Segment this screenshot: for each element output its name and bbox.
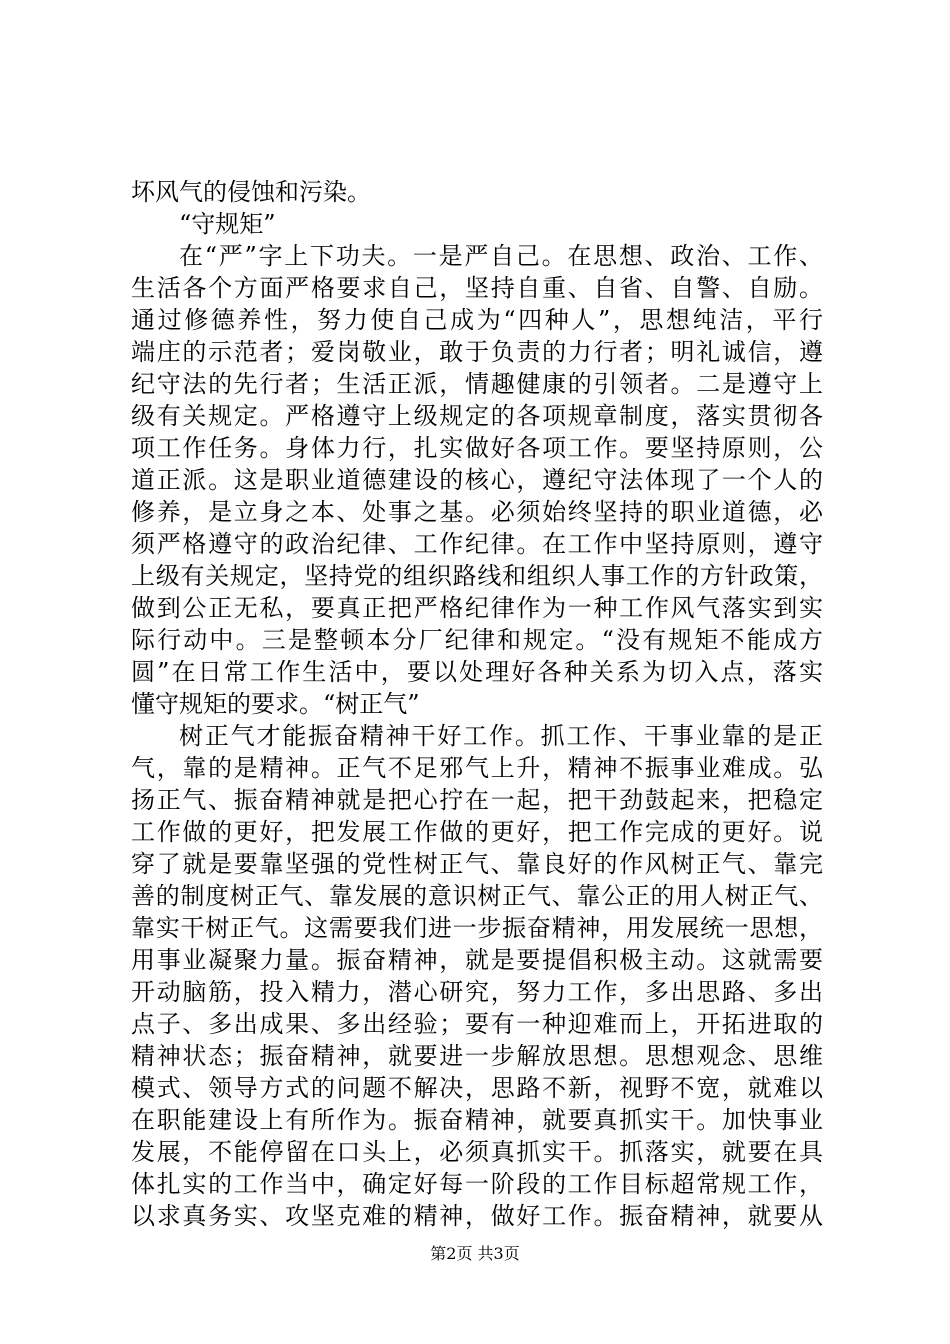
text-line: 工作做的更好，把发展工作做的更好，把工作完成的更好。说 bbox=[131, 818, 823, 846]
text-line: 在“严”字上下功夫。一是严自己。在思想、政治、工作、 bbox=[179, 242, 823, 270]
text-line: 精神状态；振奋精神，就要进一步解放思想。思想观念、思维 bbox=[131, 1042, 823, 1070]
page-number-footer: 第2页 共3页 bbox=[430, 1244, 520, 1263]
section-heading-shou-gui-ju: “守规矩” bbox=[179, 210, 276, 238]
text-line: 圆”在日常工作生活中，要以处理好各种关系为切入点，落实 bbox=[131, 658, 823, 686]
text-line: 气，靠的是精神。正气不足邪气上升，精神不振事业难成。弘 bbox=[131, 754, 823, 782]
text-line: 靠实干树正气。这需要我们进一步振奋精神，用发展统一思想， bbox=[131, 914, 823, 942]
text-line: 善的制度树正气、靠发展的意识树正气、靠公正的用人树正气、 bbox=[131, 882, 823, 910]
text-line: 生活各个方面严格要求自己，坚持自重、自省、自警、自励。 bbox=[131, 274, 823, 302]
text-line: 扬正气、振奋精神就是把心拧在一起，把干劲鼓起来，把稳定 bbox=[131, 786, 823, 814]
text-line: 懂守规矩的要求。“树正气” bbox=[131, 690, 420, 718]
text-line: 体扎实的工作当中，确定好每一阶段的工作目标超常规工作， bbox=[131, 1170, 823, 1198]
text-line: 穿了就是要靠坚强的党性树正气、靠良好的作风树正气、靠完 bbox=[131, 850, 823, 878]
text-line: 发展，不能停留在口头上，必须真抓实干。抓落实，就要在具 bbox=[131, 1138, 823, 1166]
text-line: 模式、领导方式的问题不解决，思路不新，视野不宽，就难以 bbox=[131, 1074, 823, 1102]
text-line: 项工作任务。身体力行，扎实做好各项工作。要坚持原则，公 bbox=[131, 434, 823, 462]
text-line: 开动脑筋，投入精力，潜心研究，努力工作，多出思路、多出 bbox=[131, 978, 823, 1006]
text-line: 级有关规定。严格遵守上级规定的各项规章制度，落实贯彻各 bbox=[131, 402, 823, 430]
text-line: 以求真务实、攻坚克难的精神，做好工作。振奋精神，就要从 bbox=[131, 1202, 823, 1230]
text-line: 道正派。这是职业道德建设的核心，遵纪守法体现了一个人的 bbox=[131, 466, 823, 494]
text-line: 上级有关规定，坚持党的组织路线和组织人事工作的方针政策， bbox=[131, 562, 823, 590]
text-line: 点子、多出成果、多出经验；要有一种迎难而上，开拓进取的 bbox=[131, 1010, 823, 1038]
body-text bbox=[131, 176, 823, 1232]
text-line: 际行动中。三是整顿本分厂纪律和规定。“没有规矩不能成方 bbox=[131, 626, 823, 654]
text-line: 纪守法的先行者；生活正派，情趣健康的引领者。二是遵守上 bbox=[131, 370, 823, 398]
text-line: 坏风气的侵蚀和污染。 bbox=[131, 178, 371, 206]
text-line: 通过修德养性，努力使自己成为“四种人”，思想纯洁，平行 bbox=[131, 306, 823, 334]
text-line: 修养，是立身之本、处事之基。必须始终坚持的职业道德，必 bbox=[131, 498, 823, 526]
text-line: 用事业凝聚力量。振奋精神，就是要提倡积极主动。这就需要 bbox=[131, 946, 823, 974]
text-line: 在职能建设上有所作为。振奋精神，就要真抓实干。加快事业 bbox=[131, 1106, 823, 1134]
text-line: 树正气才能振奋精神干好工作。抓工作、干事业靠的是正 bbox=[179, 722, 823, 750]
text-line: 做到公正无私，要真正把严格纪律作为一种工作风气落实到实 bbox=[131, 594, 823, 622]
text-line: 端庄的示范者；爱岗敬业，敢于负责的力行者；明礼诚信，遵 bbox=[131, 338, 823, 366]
text-line: 须严格遵守的政治纪律、工作纪律。在工作中坚持原则，遵守 bbox=[131, 530, 823, 558]
